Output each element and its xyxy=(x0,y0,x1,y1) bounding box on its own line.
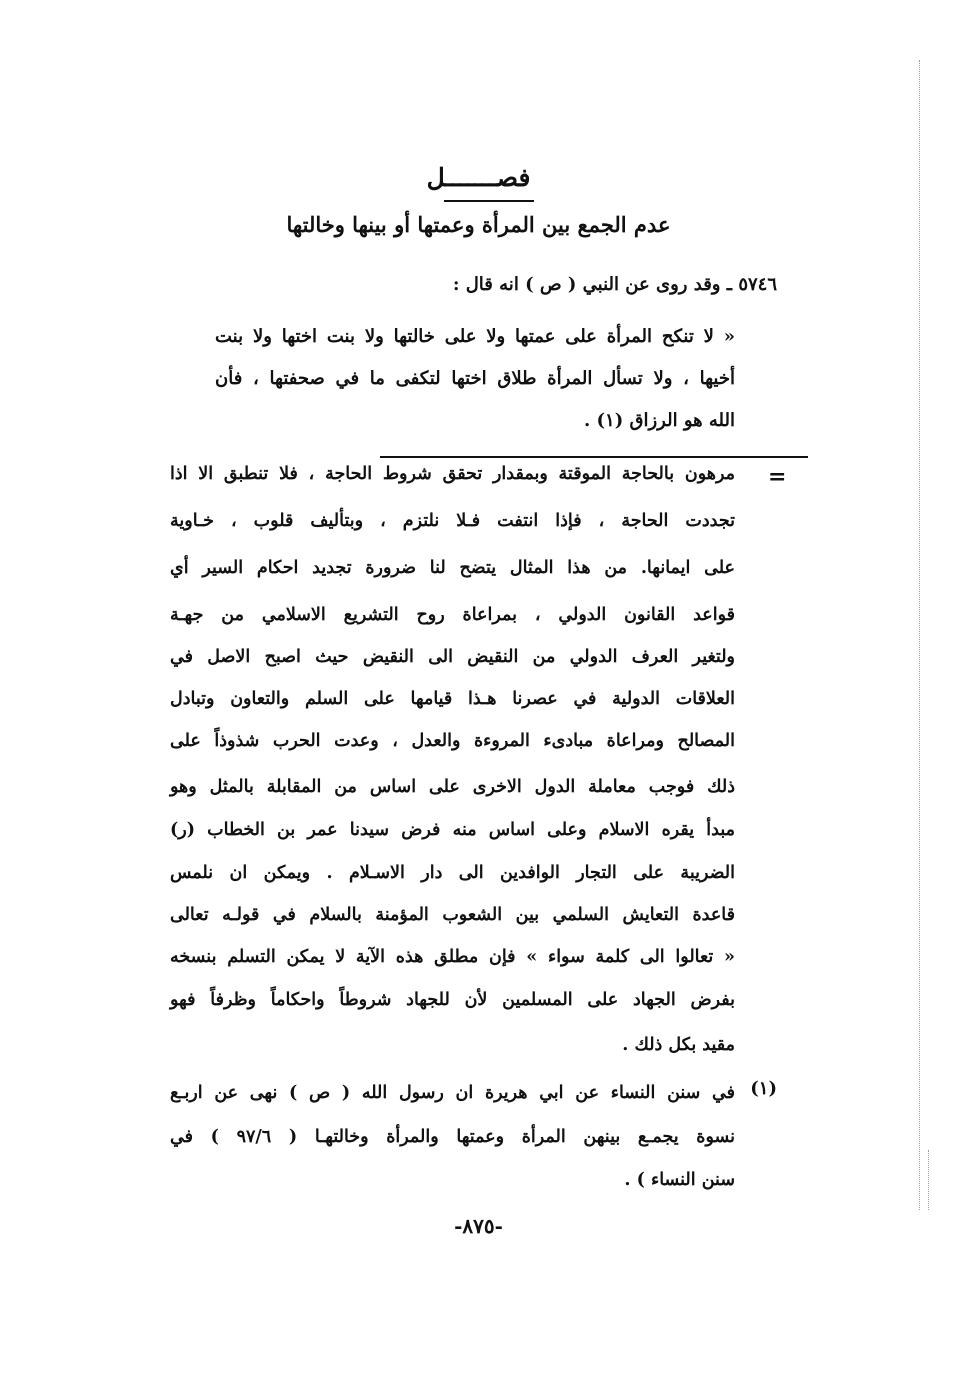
hadith-line: أخيها ، ولا تسأل المرأة طلاق اختها لتكفى ما في صحفتها ، فأن xyxy=(215,368,735,389)
commentary-line: الضريبة على التجار الوافدين الى دار الاسـلام . ويمكن ان نلمس xyxy=(170,863,735,883)
commentary-line: تجددت الحاجة ، فإذا انتفت فـلا نلتزم ، وبتأليف قلوب ، خـاوية xyxy=(170,511,735,531)
commentary-line: « تعالوا الى كلمة سواء » فإن مطلق هذه الآية لا يمكن التسلم بنسخه xyxy=(170,947,735,967)
commentary-line: مبدأ يقره الاسلام وعلى اساس منه فرض سيدنا عمر بن الخطاب (ر) xyxy=(170,820,735,840)
footnote-line: نسوة يجمـع بينهن المرأة وعمتها والمرأة وخالتهـا ( ٩٧/٦ ) في xyxy=(170,1127,735,1147)
hadith-heading xyxy=(453,274,777,295)
hadith-intro: ـ وقد روى عن النبي ( ص ) انه قال : xyxy=(452,274,733,295)
commentary-line: العلاقات الدولية في عصرنا هـذا قيامها على السلم والتعاون وتبادل xyxy=(170,689,735,709)
commentary-line: مرهون بالحاجة الموقتة وبمقدار تحقق شروط الحاجة ، فلا تنطبق الا اذا xyxy=(170,464,735,484)
page-number: -٨٧٥- xyxy=(454,1214,503,1238)
commentary-line: ذلك فوجب معاملة الدول الاخرى على اساس من المقابلة بالمثل وهو xyxy=(170,777,735,797)
section-title: فصـــــــل xyxy=(426,163,531,192)
commentary-line: بفرض الجهاد على المسلمين لأن للجهاد شروطاً واحكاماً وظرفاً فهو xyxy=(170,990,735,1010)
hadith-line: « لا تنكح المرأة على عمتها ولا على خالتها ولا بنت اختها ولا بنت xyxy=(215,326,735,347)
hadith-number: ٥٧٤٦ xyxy=(738,274,777,295)
footnote-number: (١) xyxy=(750,1078,777,1099)
footnote-divider xyxy=(380,456,808,458)
commentary-line: مقيد بكل ذلك . xyxy=(622,1035,735,1055)
title-underline xyxy=(444,200,534,202)
commentary-line: على ايمانها. من هذا المثال يتضح لنا ضرورة تجديد احكام السير أي xyxy=(170,558,735,578)
footnote-line: سنن النساء ) . xyxy=(624,1170,735,1190)
section-subtitle: عدم الجمع بين المرأة وعمتها أو بينها وخالتها xyxy=(286,212,671,237)
commentary-line: ولتغير العرف الدولي من النقيض الى النقيض حيث اصبح الاصل في xyxy=(170,647,735,667)
hadith-line: الله هو الرزاق (١) . xyxy=(583,410,735,431)
commentary-line: قواعد القانون الدولي ، بمراعاة روح التشريع الاسلامي من جهـة xyxy=(170,605,735,625)
scan-margin-rule xyxy=(928,1150,929,1210)
continuation-mark: = xyxy=(768,464,787,490)
commentary-line: قاعدة التعايش السلمي بين الشعوب المؤمنة بالسلام في قولـه تعالى xyxy=(170,905,735,925)
footnote-line: في سنن النساء عن ابي هريرة ان رسول الله ( ص ) نهى عن اربـع xyxy=(170,1083,735,1103)
commentary-line: المصالح ومراعاة مبادىء المروءة والعدل ، وعدت الحرب شذوذاً على xyxy=(170,731,735,751)
